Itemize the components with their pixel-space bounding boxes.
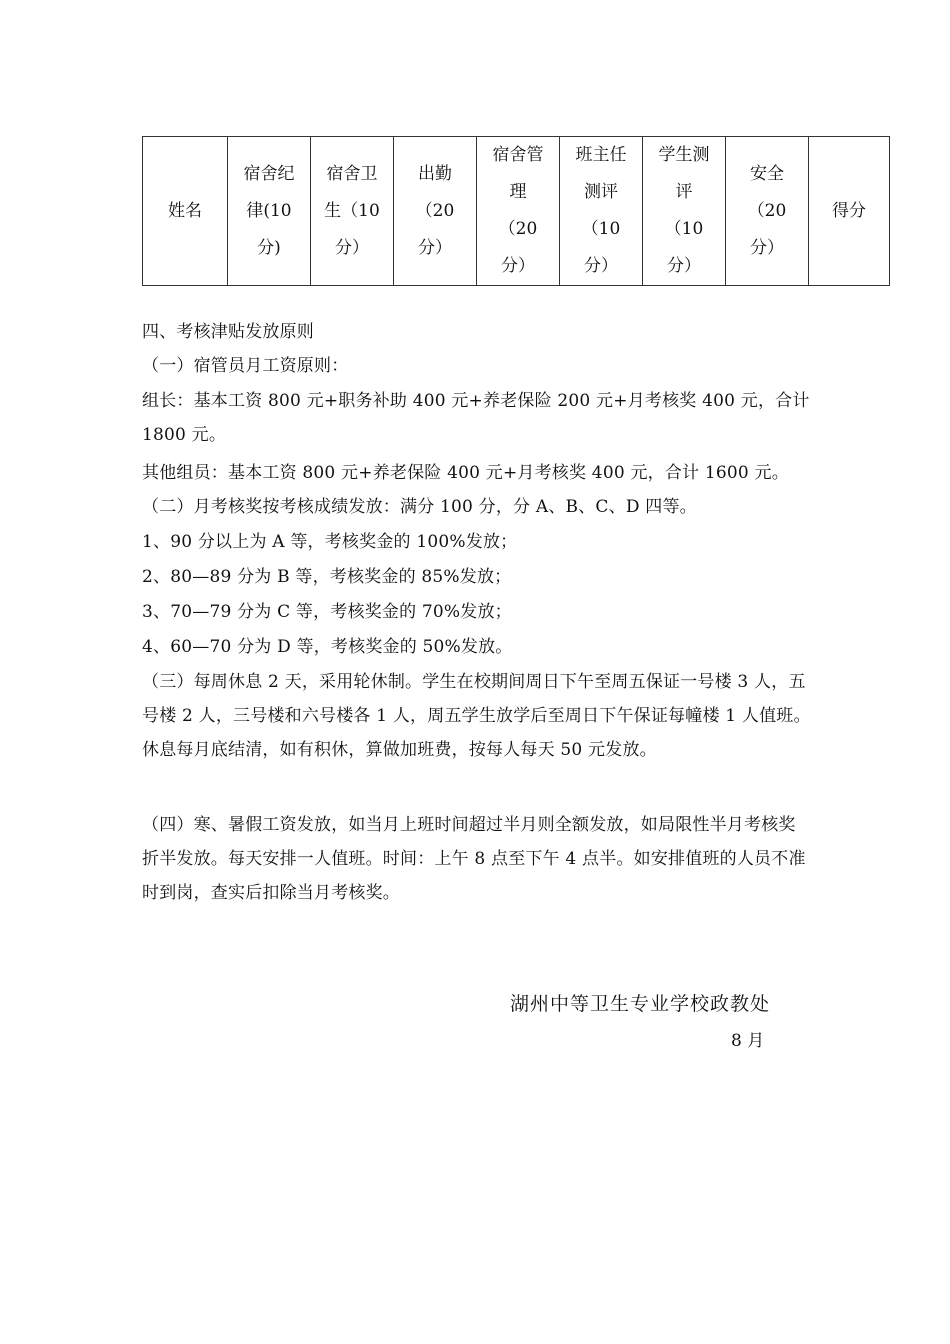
holiday-pay-paragraph: （四）寒、暑假工资发放，如当月上班时间超过半月则全额发放，如局限性半月考核奖折半发放。每天安排一人值班。时间：上午 8 点至下午 4 点半。如安排值班的人员不准时到岗，查实后扣除当月考核奖。 — [142, 815, 806, 903]
rest-schedule-paragraph: （三）每周休息 2 天，采用轮休制。学生在校期间周日下午至周五保证一号楼 3 人，五号楼 2 人，三号楼和六号楼各 1 人，周五学生放学后至周日下午保证每幢楼 1 人值班。休息每月底结清，如有积休，算做加班费，按每人每天 50 元发放。 — [142, 672, 811, 760]
col-header-teacher-eval: 班主任 测评 （10 分） — [560, 137, 643, 286]
col-header-student-eval: 学生测 评 （10 分） — [643, 137, 726, 286]
member-salary-paragraph: 其他组员：基本工资 800 元+养老保险 400 元+月考核奖 400 元，合计 1600 元。 — [142, 463, 789, 483]
grade-item: 3、70—79 分为 C 等，考核奖金的 70%发放； — [142, 602, 512, 622]
col-header-name: 姓名 — [143, 137, 228, 286]
issuing-organization: 湖州中等卫生专业学校政教处 — [510, 993, 771, 1015]
subsection-1-heading: （一）宿管员月工资原则： — [142, 356, 349, 376]
grade-item: 2、80—89 分为 B 等，考核奖金的 85%发放； — [142, 567, 512, 587]
col-header-dorm-management: 宿舍管 理 （20 分） — [477, 137, 560, 286]
table-header-row — [143, 137, 890, 286]
grade-item: 1、90 分以上为 A 等，考核奖金的 100%发放； — [142, 532, 518, 552]
col-header-attendance: 出勤 （20 分） — [394, 137, 477, 286]
score-table — [142, 136, 890, 286]
grade-item: 4、60—70 分为 D 等，考核奖金的 50%发放。 — [142, 637, 513, 657]
section-title: 四、考核津贴发放原则 — [142, 322, 314, 342]
subsection-2-heading: （二）月考核奖按考核成绩发放：满分 100 分，分 A、B、C、D 四等。 — [142, 497, 697, 517]
col-header-safety: 安全 （20 分） — [726, 137, 809, 286]
col-header-dorm-hygiene: 宿舍卫 生（10 分） — [311, 137, 394, 286]
col-header-dorm-discipline: 宿舍纪 律(10 分) — [228, 137, 311, 286]
col-header-score: 得分 — [809, 137, 890, 286]
issue-date: 8 月 — [731, 1031, 765, 1051]
leader-salary-paragraph: 组长：基本工资 800 元+职务补助 400 元+养老保险 200 元+月考核奖 400 元，合计 1800 元。 — [142, 391, 810, 445]
